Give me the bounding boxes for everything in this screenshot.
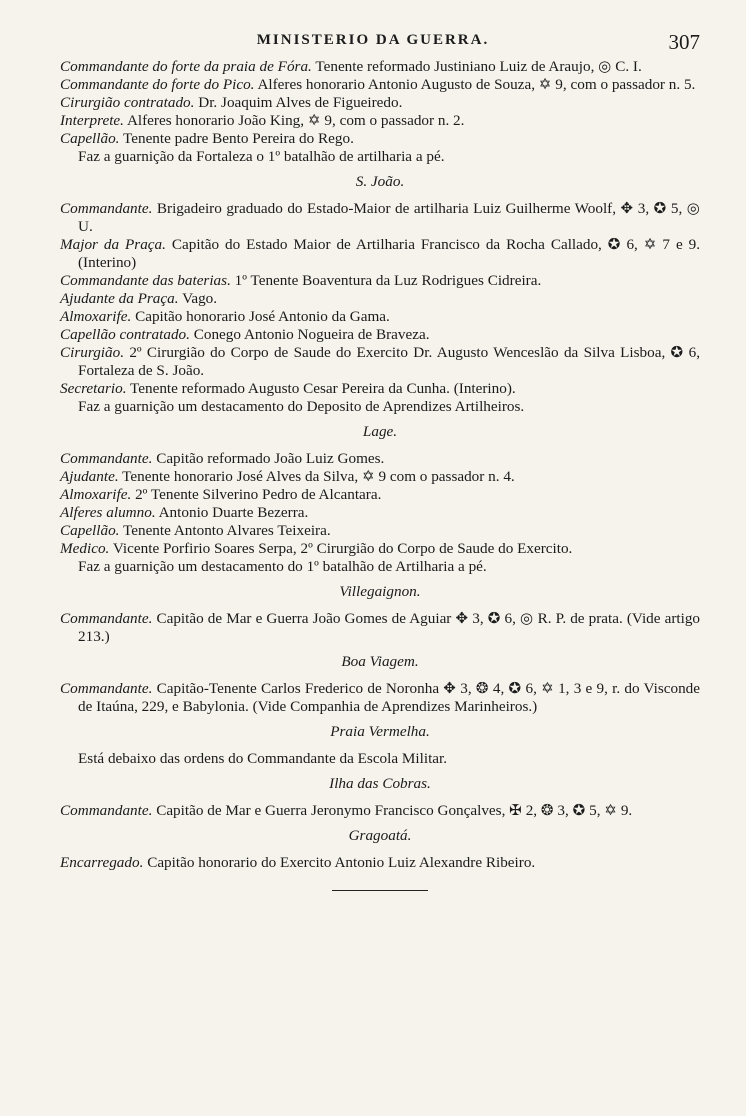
entry-role: Capellão.: [60, 522, 120, 539]
entry-role: Capellão contratado.: [60, 326, 190, 343]
entry-text: Capitão honorario do Exercito Antonio Luiz Alexandre Ribeiro.: [147, 854, 536, 871]
staff-entry: [60, 486, 700, 504]
entry-role: Commandante.: [60, 802, 153, 819]
entry-text: Tenente reformado Augusto Cesar Pereira da Cunha. (Interino).: [130, 380, 516, 397]
entry-role: Interprete.: [60, 112, 124, 129]
end-rule: [332, 890, 428, 891]
page-number: 307: [668, 30, 700, 54]
entry-role: Almoxarife.: [60, 486, 132, 503]
garrison-note: Faz a guarnição um destacamento do Deposito de Aprendizes Artilheiros.: [78, 398, 525, 415]
staff-entry: [60, 680, 700, 716]
section-place-heading: Lage.: [362, 423, 398, 440]
entry-text: Alferes honorario João King, ✡ 9, com o passador n. 2.: [126, 112, 465, 129]
entry-text: Conego Antonio Nogueira de Braveza.: [193, 326, 430, 343]
staff-entry: [60, 522, 700, 540]
staff-entry: [60, 504, 700, 522]
staff-entry: [60, 326, 700, 344]
entry-text: 2º Tenente Silverino Pedro de Alcantara.: [135, 486, 382, 503]
entry-text: Capitão de Mar e Guerra João Gomes de Aguiar ✥ 3, ✪ 6, ◎ R. P. de prata. (Vide artigo 213.): [78, 610, 701, 645]
entry-role: Major da Praça.: [60, 236, 166, 253]
section-place-heading: Gragoatá.: [348, 827, 412, 844]
entry-role: Cirurgião.: [60, 344, 124, 361]
entry-text: Vago.: [182, 290, 218, 307]
staff-entry: [60, 610, 700, 646]
entry-text: Capitão do Estado Maior de Artilharia Francisco da Rocha Callado, ✪ 6, ✡ 7 e 9. (Interino): [78, 236, 700, 271]
garrison-note: Faz a guarnição da Fortaleza o 1º batalhão de artilharia a pé.: [78, 148, 445, 165]
staff-entry: [60, 802, 700, 820]
entry-text: Antonio Duarte Bezerra.: [158, 504, 309, 521]
staff-entry: [60, 112, 700, 130]
staff-entry: [60, 468, 700, 486]
section-place-heading: Praia Vermelha.: [330, 723, 430, 740]
staff-entry: [60, 236, 700, 272]
page-body: [60, 58, 700, 891]
staff-entry: [60, 450, 700, 468]
entry-text: Capitão reformado João Luiz Gomes.: [156, 450, 385, 467]
entry-role: Commandante.: [60, 450, 153, 467]
staff-entry: [60, 58, 700, 76]
entry-text: Tenente padre Bento Pereira do Rego.: [123, 130, 354, 147]
staff-entry: [60, 200, 700, 236]
entry-role: Alferes alumno.: [60, 504, 156, 521]
staff-entry: [60, 130, 700, 148]
section-place-heading: Ilha das Cobras.: [329, 775, 431, 792]
section-place-heading: Villegaignon.: [339, 583, 421, 600]
entry-role: Almoxarife.: [60, 308, 132, 325]
entry-text: Alferes honorario Antonio Augusto de Souza, ✡ 9, com o passador n. 5.: [257, 76, 696, 93]
entry-text: Tenente reformado Justiniano Luiz de Araujo, ◎ C. I.: [315, 58, 642, 75]
staff-entry: [60, 540, 700, 558]
staff-entry: [60, 272, 700, 290]
staff-entry: [60, 290, 700, 308]
staff-entry: [60, 380, 700, 398]
staff-entry: [60, 854, 700, 872]
page-header: [0, 32, 746, 58]
entry-role: Commandante do forte do Pico.: [60, 76, 255, 93]
entry-text: Vicente Porfirio Soares Serpa, 2º Cirurgião do Corpo de Saude do Exercito.: [112, 540, 573, 557]
entry-text: Capitão de Mar e Guerra Jeronymo Francisco Gonçalves, ✠ 2, ❂ 3, ✪ 5, ✡ 9.: [156, 802, 633, 819]
entry-role: Commandante do forte da praia de Fóra.: [60, 58, 312, 75]
entry-role: Commandante.: [60, 610, 153, 627]
entry-text: 1º Tenente Boaventura da Luz Rodrigues Cidreira.: [234, 272, 542, 289]
entry-role: Commandante das baterias.: [60, 272, 231, 289]
section-place-heading: S. João.: [355, 173, 405, 190]
entry-text: Capitão-Tenente Carlos Frederico de Noronha ✥ 3, ❂ 4, ✪ 6, ✡ 1, 3 e 9, r. do Visconde de Itaúna, 229, e Babylonia. (Vide Companhia de Aprendizes Marinheiros.): [78, 680, 701, 715]
entry-role: Capellão.: [60, 130, 120, 147]
staff-entry: [60, 76, 700, 94]
staff-entry: [60, 344, 700, 380]
entry-role: Ajudante.: [60, 468, 119, 485]
entry-text: Capitão honorario José Antonio da Gama.: [135, 308, 390, 325]
entry-role: Cirurgião contratado.: [60, 94, 195, 111]
entry-role: Encarregado.: [60, 854, 144, 871]
staff-entry: [60, 308, 700, 326]
garrison-note: Está debaixo das ordens do Commandante da Escola Militar.: [78, 750, 448, 767]
entry-text: Dr. Joaquim Alves de Figueiredo.: [198, 94, 403, 111]
entry-role: Commandante.: [60, 680, 153, 697]
entry-text: 2º Cirurgião do Corpo de Saude do Exercito Dr. Augusto Wenceslão da Silva Lisboa, ✪ 6, Fortaleza de S. João.: [78, 344, 700, 379]
entry-role: Commandante.: [60, 200, 153, 217]
section-place-heading: Boa Viagem.: [341, 653, 419, 670]
entry-text: Tenente Antonto Alvares Teixeira.: [123, 522, 331, 539]
entry-text: Brigadeiro graduado do Estado-Maior de artilharia Luiz Guilherme Woolf, ✥ 3, ✪ 5, ◎ U.: [78, 200, 700, 235]
entry-role: Medico.: [60, 540, 110, 557]
running-title: MINISTERIO DA GUERRA.: [256, 32, 490, 48]
entry-text: Tenente honorario José Alves da Silva, ✡ 9 com o passador n. 4.: [122, 468, 515, 485]
staff-entry: [60, 94, 700, 112]
entry-role: Ajudante da Praça.: [60, 290, 179, 307]
garrison-note: Faz a guarnição um destacamento do 1º batalhão de Artilharia a pé.: [78, 558, 487, 575]
entry-role: Secretario.: [60, 380, 127, 397]
